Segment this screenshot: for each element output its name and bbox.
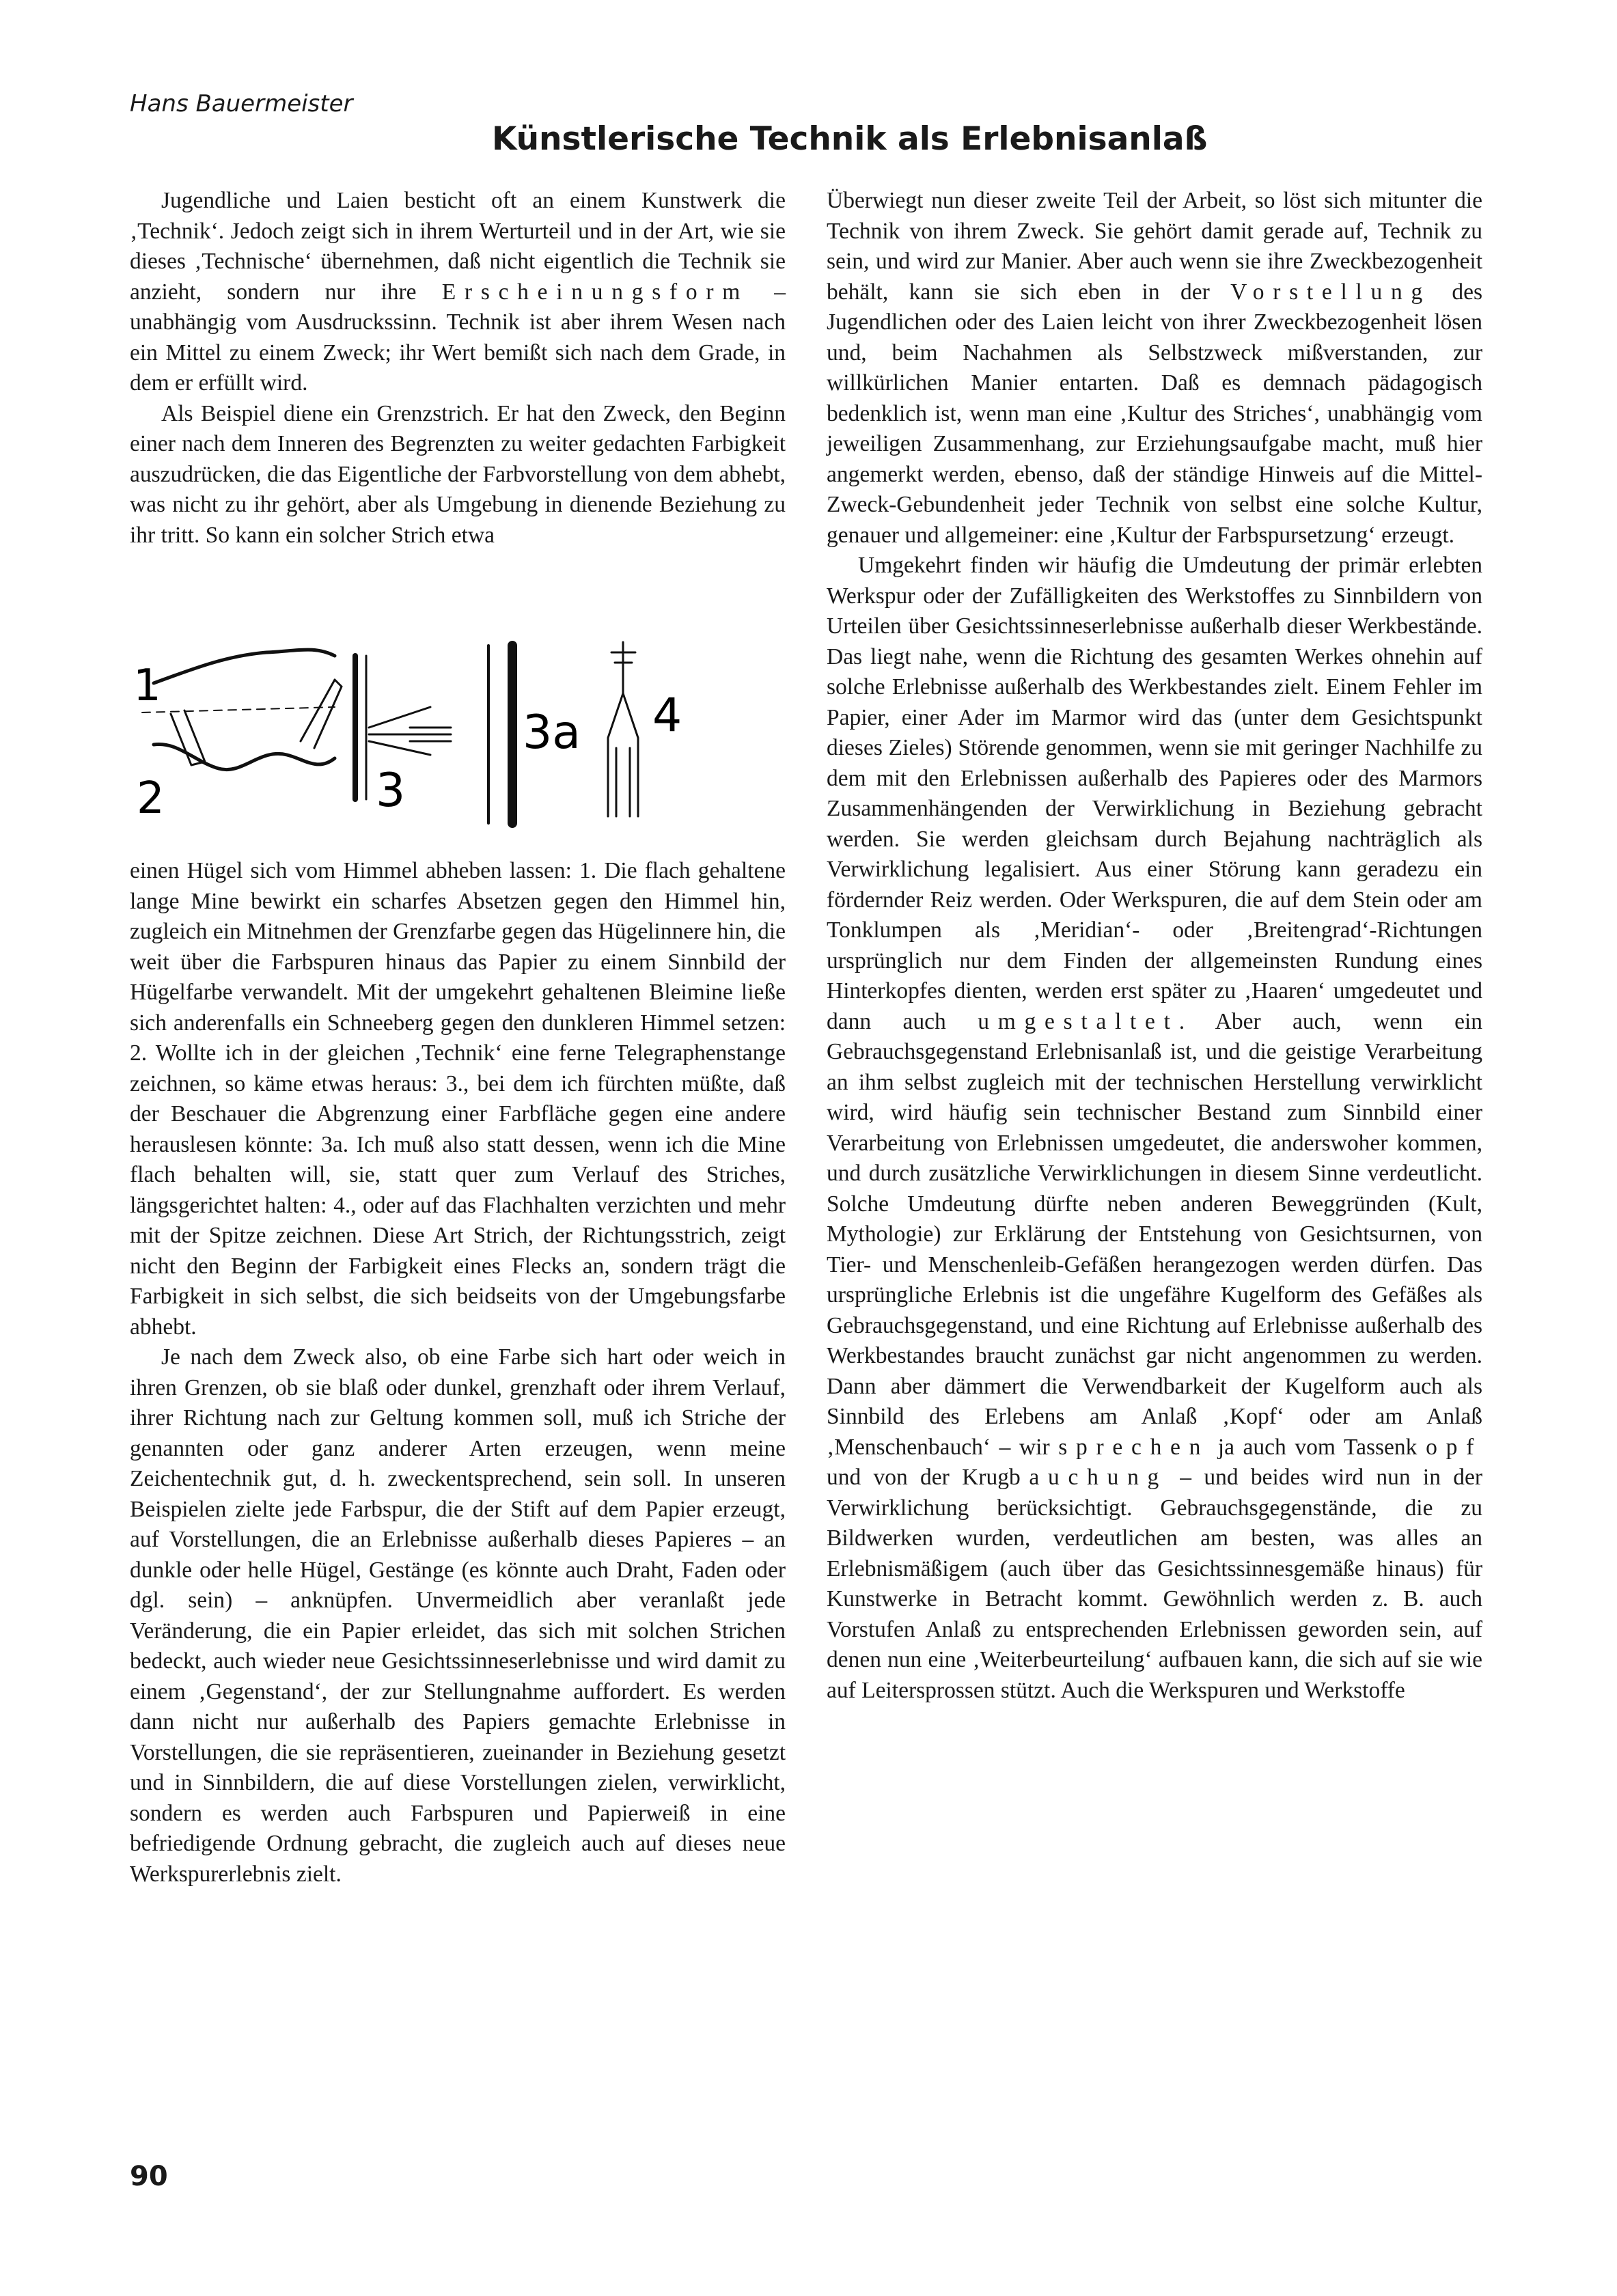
- paragraph: Je nach dem Zweck also, ob eine Farbe sich hart oder weich in ihren Grenzen, ob sie blaß oder dunkel, grenzhaft oder ihrem Verlauf, ihrer Richtung nach zur Geltung kommen soll, muß ich Striche der genannten oder ganz anderer Arten erzeugen, wenn meine Zeichentechnik gut, d. h. zweckentsprechend, sein soll. In unseren Beispielen zielte jede Farbspur, die der Stift auf dem Papier erzeugt, auf Vorstellungen, die an Erlebnisse außerhalb dieses Papieres – an dunkle oder helle Hügel, Gestänge (es könnte auch Draht, Faden oder dgl. sein) – anknüpfen. Unvermeidlich aber veranlaßt jede Veränderung, die ein Papier erleidet, das sich mit solchen Strichen bedeckt, auch wieder neue Gesichtssinneserlebnisse und wird damit zu einem ‚Gegenstand‘, der zur Stellungnahme auffordert. Es werden dann nicht nur außerhalb des Papiers gemachte Erlebnisse in Vorstellungen, die sie repräsentieren, zueinander in Beziehung gesetzt und in Sinnbildern, die auf diese Vorstellungen zielen, verwirklicht, sondern es werden auch Farbspuren und Papierweiß in eine befriedigende Ordnung gebracht, die zugleich auch auf dieses neue Werkspurerlebnis zielt.: [130, 1344, 786, 1887]
- pencil-4: [608, 642, 638, 816]
- paragraph: Umgekehrt finden wir häufig die Umdeutung der primär erlebten Werkspur oder der Zufälligkeiten des Werkstoffes zu Sinnbildern von Urteilen über Gesichtssinneserlebnisse außerhalb dieser Werkbestände. Das liegt nahe, wenn die Richtung des gesamten Werkes ohnehin auf solche Erlebnisse außerhalb des Werkbestandes zielt. Einem Fehler im Papier, einer Ader im Marmor wird das (unter dem Gesichtspunkt dieses Zieles) Störende genommen, wenn sie mit geringer Nachhilfe zu dem mit den Erlebnissen außerhalb des Papieres oder des Marmors Zusammenhängenden der Verwirklichung in Beziehung gebracht werden. Sie werden gleichsam durch Bejahung nachträglich als Verwirklichung legalisiert. Aus einer Störung kann geradezu ein fördernder Reiz werden. Oder Werkspuren, die auf dem Stein oder am Tonklumpen als ‚Meridian‘- oder ‚Breitengrad‘-Richtungen ursprünglich nur dem Finden der allgemeinsten Rundung eines Hinterkopfes dienten, werden erst später zu ‚Haaren‘ umgedeutet und dann auch umgestaltet. Aber auch, wenn ein Gebrauchsgegenstand Erlebnisanlaß ist, und die geistige Verarbeitung an ihm selbst zugleich mit der technischen Herstellung verwirklicht wird, wird häufig sein technischer Bestand zum Sinnbild einer Verarbeitung von Erlebnissen umgedeutet, die anderswoher kommen, und durch zusätzliche Verwirklichungen in diesem Sinne verdeutlicht. Solche Umdeutung dürfte neben anderen Beweggründen (Kult, Mythologie) zur Erklärung der Entstehung von Gesichtsurnen, von Tier- und Menschenleib-Gefäßen herangezogen werden dürfen. Das ursprüngliche Erlebnis ist die ungefähre Kugelform des Gefäßes als Gebrauchsgegenstand, und eine Richtung auf Erlebnisse außerhalb des Werkbestandes braucht zunächst gar nicht angenommen zu werden. Dann aber dämmert die Verwendbarkeit der Kugelform auch als Sinnbild des Erlebens am Anlaß ‚Kopf‘ oder am Anlaß ‚Menschenbauch‘ – wir sprechen ja auch vom Tassenkopf und von der Krugbauchung – und beides wird nun in der Verwirklichung berücksichtigt. Gebrauchsgegenstände, die zu Bildwerken wurden, verdeutlichen am besten, was alles an Erlebnismäßigem (auch über das Gesichtssinnesgemäße hinaus) für Kunstwerke in Betracht kommt. Gewöhnlich werden z. B. auch Vorstufen Anlaß zu entsprechenden Erlebnissen geworden sein, auf denen nun eine ‚Weiterbeurteilung‘ aufbauen kann, die sich auf sie wie auf Leitersprossen stützt. Auch die Werkspuren und Werkstoffe: [827, 553, 1483, 1703]
- left-column-top: [130, 186, 786, 551]
- right-column: [827, 186, 1482, 1706]
- left-column-bottom: [130, 856, 786, 1890]
- pencil-3: [369, 707, 451, 755]
- pencil-2: [301, 680, 342, 748]
- figure-label-2: 2: [137, 773, 165, 824]
- hill-outline-top: [154, 650, 335, 683]
- author-name: Hans Bauermeister: [130, 90, 353, 117]
- hill-outline-bottom: [154, 744, 335, 769]
- paragraph: Jugendliche und Laien besticht oft an einem Kunstwerk die ‚Technik‘. Jedoch zeigt sich in ihrem Werturteil und in der Art, wie sie dieses ‚Technische‘ übernehmen, daß nicht eigentlich die Technik sie anzieht, sondern nur ihre Erscheinungsform – unabhängig vom Ausdruckssinn. Technik ist aber ihrem Wesen nach ein Mittel zu einem Zweck; ihr Wert bemißt sich nach dem Grade, in dem er erfüllt wird.: [130, 188, 786, 396]
- pencil-stroke-figure: [130, 632, 786, 837]
- figure-label-3: 3: [376, 764, 406, 818]
- paragraph: Überwiegt nun dieser zweite Teil der Arbeit, so löst sich mitunter die Technik von ihrem Zweck. Sie gehört damit gerade auf, Technik zu sein, und wird zur Manier. Aber auch wenn sie ihre Zweckbezogenheit behält, kann sie sich eben in der Vorstellung des Jugendlichen oder des Laien leicht von ihrer Zweckbezogenheit lösen und, beim Nachahmen als Selbstzweck mißverstanden, zur willkürlichen Manier entarten. Daß es demnach pädagogisch bedenklich ist, wenn man eine ‚Kultur des Striches‘, unabhängig vom jeweiligen Zusammenhang, zur Erziehungsaufgabe macht, muß hier angemerkt werden, ebenso, daß der ständige Hinweis auf die Mittel-Zweck-Gebundenheit jeder Technik von selbst eine solche Kultur, genauer und allgemeiner: eine ‚Kultur der Farbspursetzung‘ erzeugt.: [827, 188, 1483, 548]
- figure-label-4: 4: [652, 689, 682, 743]
- pencil-1: [171, 710, 205, 765]
- article-title: Künstlerische Technik als Erlebnisanlaß: [492, 120, 1208, 158]
- figure-label-1: 1: [133, 661, 161, 711]
- paragraph: Als Beispiel diene ein Grenzstrich. Er hat den Zweck, den Beginn einer nach dem Inneren des Begrenzten zu weiter gedachten Farbigkeit auszudrücken, die das Eigentliche der Farbvorstellung von dem abhebt, was nicht zu ihr gehört, aber als Umgebung in dienende Beziehung zu ihr tritt. So kann ein solcher Strich etwa: [130, 400, 786, 548]
- page-number: 90: [130, 2161, 168, 2192]
- paragraph: einen Hügel sich vom Himmel abheben lassen: 1. Die flach gehaltene lange Mine bewirkt ein scharfes Absetzen gegen den Himmel hin, zugleich ein Mitnehmen der Grenzfarbe gegen das Hügelinnere hin, die weit über die Farbspuren hinaus das Papier zu einem Sinnbild der Hügelfarbe verwandelt. Mit der umgekehrt gehaltenen Bleimine ließe sich anderenfalls ein Schneeberg gegen den dunkleren Himmel setzen: 2. Wollte ich in der gleichen ‚Technik‘ eine ferne Telegraphenstange zeichnen, so käme etwas heraus: 3., bei dem ich fürchten müßte, daß der Beschauer die Abgrenzung einer Farbfläche gegen eine andere herauslesen könnte: 3a. Ich muß also statt dessen, wenn ich die Mine flach behalten will, sie, statt quer zum Verlauf des Striches, längsgerichtet halten: 4., oder auf das Flachhalten verzichten und mehr mit der Spitze zeichnen. Diese Art Strich, der Richtungsstrich, zeigt nicht den Beginn der Farbigkeit eines Flecks an, sondern trägt die Farbigkeit in sich selbst, die sich beidseits von der Umgebungsfarbe abhebt.: [130, 858, 786, 1340]
- figure-label-3a: 3a: [523, 706, 581, 760]
